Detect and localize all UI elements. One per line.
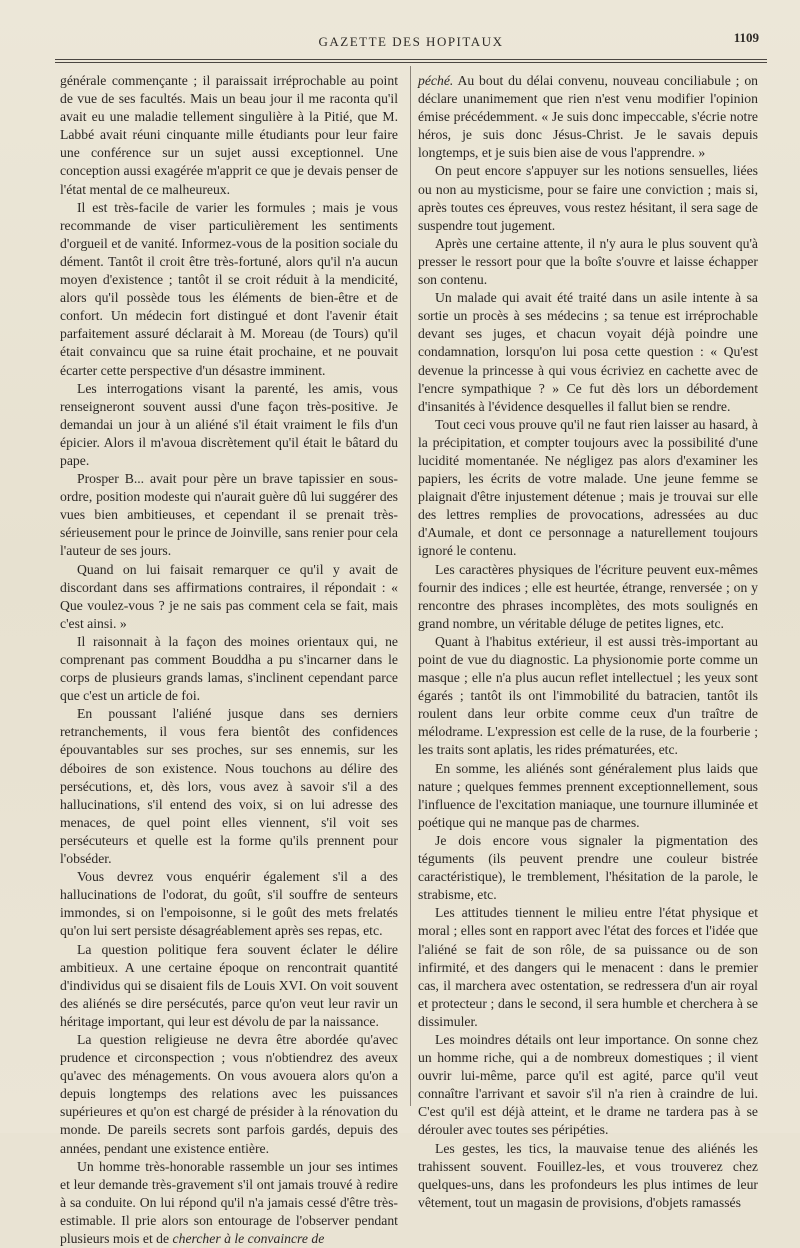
paragraph: La question religieuse ne devra être abordée qu'avec prudence et circonspection ; vous n'obtiendrez des aveux qu'avec des ménagements. On vous avouera alors qu'on a depuis longtemps des relations avec les puissances supérieures et qu'on est chargé de présider à la rénovation du monde. De pareils secrets sont parfois gardés, depuis des années, pendant une existence entière. xyxy=(60,1031,398,1156)
paragraph: Tout ceci vous prouve qu'il ne faut rien laisser au hasard, à la précipitation, et compter toujours avec la possibilité d'une lucidité momentanée. Ne négligez pas alors d'examiner les papiers, les écrits de votre malade. Une jeune femme se plaignait d'être injustement détenue ; mais je trouvai sur elle des lettres remplies de provocations, adressées au duc d'Aumale, et dont ce personnage a naturellement toujours ignoré le contenu. xyxy=(418,416,758,559)
header-rule xyxy=(55,59,767,60)
paragraph-text: Un homme très-honorable rassemble un jour ses intimes et leur demande très-gravement s'il ont jamais trouvé à redire à sa conduite. On lui répond qu'il n'a jamais cessé d'être très-estimable. Il prie alors son entourage de l'observer pendant plusieurs mois et de xyxy=(60,1158,398,1246)
column-divider xyxy=(410,66,411,1106)
paragraph: Prosper B... avait pour père un brave tapissier en sous-ordre, position modeste qui n'aurait guère dû lui suggérer des vues bien ambitieuses, et cependant il se prenait très-sérieusement pour le prince de Joinville, sans renier pour cela l'auteur de ses jours. xyxy=(60,471,398,559)
paragraph-final xyxy=(60,1158,398,1248)
paragraph: Les interrogations visant la parenté, les amis, vous renseigneront souvent aussi d'une façon très-positive. Je demandai un jour à un aliéné s'il était vraiment le fils d'un épicier. Alors il m'avoua discrètement qu'il était le bâtard du pape. xyxy=(60,380,398,468)
paragraph: Il est très-facile de varier les formules ; mais je vous recommande de viser particulièrement les sentiments d'orgueil et de vanité. Informez-vous de la position sociale du dément. Tantôt il croit être très-fortuné, alors qu'il n'a aucun moyen d'existence ; tantôt il se croit réduit à la mendicité, alors qu'il possède tous les éléments de bien-être et de confort. Un médecin fort distingué et dont l'avenir était parfaitement assuré déclarait à M. Moreau (de Tours) qu'il était convaincu que sa ruine était prochaine, et ne pouvait écarter cette perspective d'un désastre imminent. xyxy=(60,199,398,378)
right-column xyxy=(418,72,758,1212)
paragraph: Les moindres détails ont leur importance. On sonne chez un homme riche, qui a de nombreux domestiques ; il vient ouvrir lui-même, parce qu'il est agité, parce qu'il veut connaître l'arrivant et savoir s'il n'a rien à craindre de lui. C'est qu'il est déjà atteint, et le drame ne tardera pas à se dérouler avec toutes ses péripéties. xyxy=(418,1031,758,1138)
paragraph-continued xyxy=(418,72,758,162)
italic-phrase: chercher à le convaincre de xyxy=(172,1231,325,1246)
running-title: GAZETTE DES HOPITAUX xyxy=(318,34,504,49)
header-rule-secondary xyxy=(55,62,767,63)
left-column xyxy=(60,72,398,1248)
page-number: 1109 xyxy=(733,30,759,45)
paragraph: Après une certaine attente, il n'y aura le plus souvent qu'à presser le ressort pour que la boîte s'ouvre et laisse échapper son contenu. xyxy=(418,235,758,288)
paragraph: Vous devrez vous enquérir également s'il a des hallucinations de l'odorat, du goût, s'il souffre de senteurs immondes, si on l'empoisonne, si le goût des mets frelatés qu'on lui sert persiste désagréablement après ses repas, etc. xyxy=(60,869,398,939)
paragraph: Un malade qui avait été traité dans un asile intente à sa sortie un procès à ses médecins ; sa tenue est irréprochable devant ses juges, et chacun voyait déjà poindre une condamnation, lorsqu'on lui posa cette question : « Qu'est devenue la princesse à qui vous écriviez en cachette avec de l'encre sympathique ? » Ce fut dès lors un débordement d'insanités à l'évidence desquelles il fallut bien se rendre. xyxy=(418,290,758,414)
paragraph: Je dois encore vous signaler la pigmentation des téguments (ils peuvent prendre une couleur bistrée caractéristique), le tremblement, l'hésitation de la parole, le strabisme, etc. xyxy=(418,832,758,903)
paragraph: Quand on lui faisait remarquer ce qu'il y avait de discordant dans ses affirmations contraires, il répondait : « Que voulez-vous ? je ne sais pas comment cela se fait, mais c'est ainsi. » xyxy=(60,561,398,631)
paragraph: On peut encore s'appuyer sur les notions sensuelles, liées ou non au mysticisme, pour se faire une conviction ; mais si, après toutes ces épreuves, vous restez hésitant, il sera sage de suspendre tout jugement. xyxy=(418,163,758,233)
page-header xyxy=(55,30,767,54)
paragraph: générale commençante ; il paraissait irréprochable au point de vue de ses facultés. Mais un beau jour il me raconta qu'il avait eu une maladie tellement singulière à la Pitié, que M. Labbé avait réuni cinquante mille étudiants pour leur faire une conférence sur un sujet aussi exceptionnel. Une conception aussi exagérée m'apprit ce que je devais penser de l'état mental de ce malheureux. xyxy=(60,73,398,197)
paragraph-text: Au bout du délai convenu, nouveau conciliabule ; on déclare unanimement que rien n'est venu modifier l'opinion émise précédemment. « Je suis donc impeccable, s'écrie notre héros, je suis donc Jésus-Christ. Je le savais depuis longtemps, et je suis bien aise de vous l'apprendre. » xyxy=(418,73,759,161)
paragraph: En somme, les aliénés sont généralement plus laids que nature ; quelques femmes prennent exceptionnellement, sous l'influence de l'excitation maniaque, une tournure illuminée et poétique qui ne manque pas de charmes. xyxy=(418,760,758,830)
paragraph: Quant à l'habitus extérieur, il est aussi très-important au point de vue du diagnostic. La physionomie porte comme un masque ; elle n'a plus aucun reflet intellectuel ; les yeux sont égarés ; tantôt ils ont l'immobilité du batracien, tantôt ils roulent dans leur orbite comme ceux d'un traître de mélodrame. L'expression est celle de la ruse, de la fourberie ; les traits sont aplatis, les rides prématurées, etc. xyxy=(418,633,758,758)
paragraph: En poussant l'aliéné jusque dans ses derniers retranchements, il vous fera bientôt des confidences épouvantables sur ses proches, sur ses ennemis, sur les déboires de son existence. Nous touchons au délire des persécutions, et, dès lors, vous avez à savoir s'il a des hallucinations, s'il entend des voix, si on lui adresse des menaces, de quel point elles viennent, s'il voit ses persécuteurs et quelle est la forme qu'ils prennent pour l'obséder. xyxy=(60,706,398,867)
paragraph: Les gestes, les tics, la mauvaise tenue des aliénés les trahissent souvent. Fouillez-les, et vous trouverez chez quelques-uns, dans les profondeurs les plus intimes de leur vêtement, tout un magasin de provisions, d'objets ramassés xyxy=(418,1140,758,1210)
paragraph: Il raisonnait à la façon des moines orientaux qui, ne comprenant pas comment Bouddha a pu s'incarner dans le corps de plusieurs grands lamas, s'inclinent cependant parce que c'est un article de foi. xyxy=(60,633,398,704)
paragraph: Les attitudes tiennent le milieu entre l'état physique et moral ; elles sont en rapport avec l'état des forces et l'idée que l'aliéné se fait de son rôle, de sa puissance ou de son infirmité, et des dangers qui le menacent : dans le premier cas, il marchera avec ostentation, se redressera d'un air royal et protecteur ; dans le second, il sera humble et cherchera à se dissimuler. xyxy=(418,905,758,1029)
paragraph: La question politique fera souvent éclater le délire ambitieux. A une certaine époque on rencontrait quantité d'individus qui se disaient fils de Louis XVI. On voit souvent des aliénés se dire persécutés, parce qu'on veut leur ravir un héritage important, qui leur est dévolu de par la naissance. xyxy=(60,941,398,1029)
paragraph: Les caractères physiques de l'écriture peuvent eux-mêmes fournir des indices ; elle est heurtée, étrange, renversée ; on y rencontre des phrases incomplètes, des mots soulignés en grand nombre, un véritable déluge de petites lignes, etc. xyxy=(418,561,758,631)
italic-word: péché. xyxy=(418,73,454,88)
